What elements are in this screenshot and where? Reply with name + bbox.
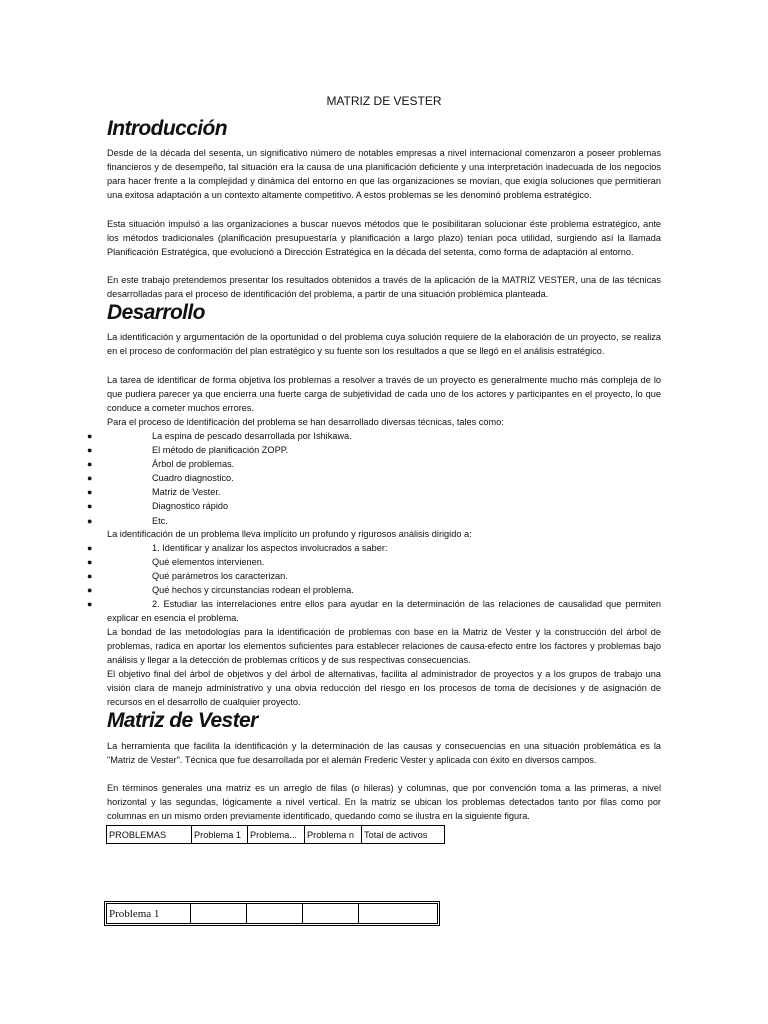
- vester-matrix-header-table: [106, 825, 445, 844]
- intro-paragraph-3: En este trabajo pretendemos presentar los resultados obtenidos a través de la aplicación de la MATRIZ VESTER, una de las técnicas desarrolladas para el proceso de identificación del problema, a partir de una situación problémica planteada.: [107, 275, 661, 300]
- bullet-icon: ●: [87, 557, 93, 568]
- list-item: ● Qué parámetros los caracterizan.: [0, 569, 768, 583]
- desarrollo-paragraph-3: Para el proceso de identificación del problema se han desarrollado diversas técnicas, tales como:: [107, 417, 504, 427]
- analysis-list: [0, 541, 768, 626]
- techniques-list: [0, 429, 768, 528]
- bullet-icon: ●: [87, 459, 93, 470]
- list-item: ● Cuadro diagnostico.: [0, 471, 768, 485]
- bullet-icon: ●: [87, 487, 93, 498]
- bullet-icon: ●: [87, 515, 93, 526]
- table-row: [107, 904, 438, 924]
- bullet-icon: ●: [87, 585, 93, 596]
- desarrollo-paragraph-5: La bondad de las metodologías para la identificación de problemas con base en la Matriz de Vester y la construcción del árbol de problemas, radica en aportar los elementos suficientes para establecer relaciones de causa-efecto entre los factores y problemas bajo análisis y llegar a la detección de problemas críticos y de sus respectivas consecuencias.: [107, 627, 661, 666]
- list-item: ● Qué elementos intervienen.: [0, 555, 768, 569]
- list-item: ● Qué hechos y circunstancias rodean el problema.: [0, 583, 768, 597]
- heading-desarrollo: Desarrollo: [107, 301, 205, 324]
- list-item: ● 1. Identificar y analizar los aspectos involucrados a saber:: [0, 541, 768, 555]
- bullet-icon: ●: [87, 599, 93, 610]
- list-item: ● Diagnostico rápido: [0, 499, 768, 513]
- table-cell: [303, 904, 359, 924]
- table-row: [107, 826, 445, 844]
- table-cell: Problema n: [305, 826, 362, 844]
- list-item: ● 2. Estudiar las interrelaciones entre ellos para ayudar en la determinación de las relaciones de causalidad que permiten explicar en esencia el problema.: [87, 599, 661, 624]
- desarrollo-paragraph-6: El objetivo final del árbol de objetivos y del árbol de alternativas, facilita al administrador de proyectos y a los grupos de trabajo una visión clara de manejo administrativo y una obvia reducción del riesgo en los procesos de toma de decisiones y de asignación de recursos en el desarrollo de cualquier proyecto.: [107, 669, 661, 708]
- bullet-icon: ●: [87, 501, 93, 512]
- table-cell: PROBLEMAS: [107, 826, 192, 844]
- bullet-icon: ●: [87, 571, 93, 582]
- bullet-icon: ●: [87, 431, 93, 441]
- table-cell: Problema 1: [107, 904, 191, 924]
- intro-paragraph-2: Esta situación impulsó a las organizaciones a buscar nuevos métodos que le posibilitaran solucionar éste problema estratégico, ante los métodos tradicionales (planificación presupuestaría y planificación a largo plazo) tenían poca utilidad, surgiendo así la llamada Planificación Estratégica, que evolucionó a Dirección Estratégica en la década del setenta, como forma de adaptación al entorno.: [107, 219, 661, 258]
- list-item: ● El método de planificación ZOPP.: [0, 443, 768, 457]
- vester-matrix-row-table: [106, 903, 438, 924]
- desarrollo-paragraph-1: La identificación y argumentación de la oportunidad o del problema cuya solución requiere de la elaboración de un proyecto, se realiza en el proceso de conformación del plan estratégico y su fuente son los resultados a que se llegó en el análisis estratégico.: [107, 332, 661, 357]
- list-item: ● Matriz de Vester.: [0, 485, 768, 499]
- bullet-icon: ●: [87, 473, 93, 484]
- table-cell: [247, 904, 303, 924]
- table-cell: [359, 904, 438, 924]
- list-item: ● La espina de pescado desarrollada por Ishikawa.: [0, 429, 768, 443]
- table-cell: Total de activos: [362, 826, 445, 844]
- list-item: ● Árbol de problemas.: [0, 457, 768, 471]
- matriz-paragraph-2: En términos generales una matriz es un arreglo de filas (o hileras) y columnas, que por convención toma a las primeras, a nivel horizontal y las segundas, lógicamente a nivel vertical. En la matriz se ubican los problemas detectados tanto por filas como por columnas en un mismo orden previamente identificado, quedando como se ilustra en la siguiente figura.: [107, 783, 661, 822]
- heading-introduccion: Introducción: [107, 117, 227, 140]
- table-cell: [191, 904, 247, 924]
- desarrollo-paragraph-2: La tarea de identificar de forma objetiva los problemas a resolver a través de un proyecto es generalmente mucho más compleja de lo que pudiera parecer ya que encierra una fuerte carga de subjetividad de cada uno de los actores y participantes en el proyecto, lo que conduce a cometer muchos errores.: [107, 375, 661, 414]
- intro-paragraph-1: Desde de la década del sesenta, un significativo número de notables empresas a nivel internacional comenzaron a poseer problemas financieros y de desempeño, tal situación era la causa de una planificación deficiente y una interpretación inadecuada de los negocios para hacer frente a la complejidad y dinámica del entorno en que las organizaciones se movían, que exigía soluciones que permitieran una exitosa adaptación a un contexto altamente competitivo. A estos problemas se les denominó problema estratégico.: [107, 148, 661, 201]
- list-item: ● Etc.: [0, 514, 768, 528]
- bullet-icon: ●: [87, 445, 93, 456]
- bullet-icon: ●: [87, 543, 93, 553]
- table-cell: Problema...: [248, 826, 305, 844]
- matriz-paragraph-1: La herramienta que facilita la identificación y la determinación de las causas y consecuencias en una situación problemática es la "Matriz de Vester". Técnica que fue desarrollada por el alemán Frederic Vester y aplicada con éxito en diversos campos.: [107, 741, 661, 766]
- desarrollo-paragraph-4: La identificación de un problema lleva implícito un profundo y rigurosos análisis dirigido a:: [107, 529, 472, 539]
- table-cell: Problema 1: [192, 826, 248, 844]
- document-title: MATRIZ DE VESTER: [326, 94, 442, 108]
- heading-matriz-de-vester: Matriz de Vester: [107, 709, 258, 732]
